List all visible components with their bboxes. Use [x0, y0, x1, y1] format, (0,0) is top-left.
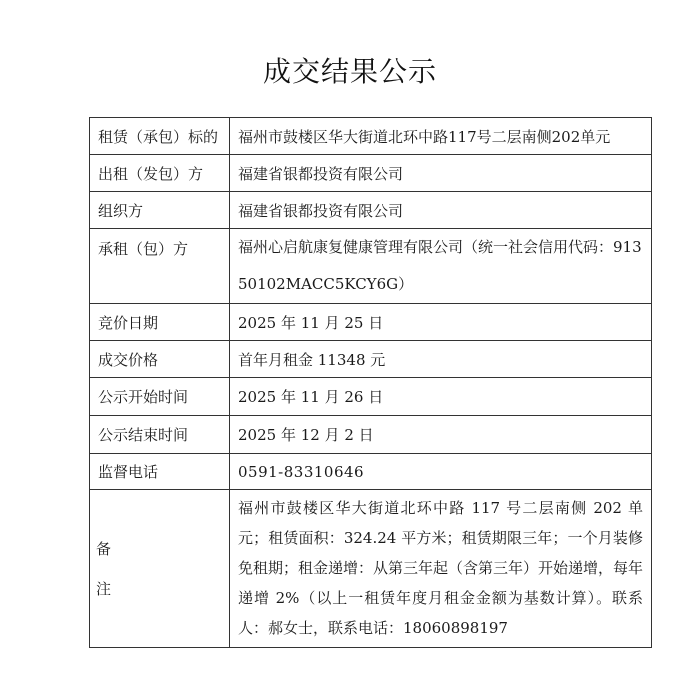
result-table — [89, 117, 652, 648]
table-row — [90, 490, 652, 648]
table-row — [90, 192, 652, 229]
label-bid-date: 竞价日期 — [90, 304, 230, 341]
label-hotline: 监督电话 — [90, 454, 230, 490]
table-row — [90, 229, 652, 304]
table-row — [90, 118, 652, 155]
note-label-char-2: 注 — [96, 579, 112, 598]
label-organizer: 组织方 — [90, 192, 230, 229]
value-publicity-end: 2025 年 12 月 2 日 — [230, 416, 652, 454]
value-lease-subject: 福州市鼓楼区华大街道北环中路117号二层南侧202单元 — [230, 118, 652, 155]
value-lessor: 福建省银都投资有限公司 — [230, 155, 652, 192]
table-row — [90, 155, 652, 192]
value-organizer: 福建省银都投资有限公司 — [230, 192, 652, 229]
table-row — [90, 416, 652, 454]
table-row — [90, 341, 652, 378]
table-row — [90, 378, 652, 416]
value-lessee: 福州心启航康复健康管理有限公司（统一社会信用代码：91350102MACC5KCY6G） — [230, 229, 652, 304]
label-lessor: 出租（发包）方 — [90, 155, 230, 192]
label-publicity-end: 公示结束时间 — [90, 416, 230, 454]
note-text: 福州市鼓楼区华大街道北环中路 117 号二层南侧 202 单元；租赁面积：324.24 平方米；租赁期限三年；一个月装修免租期；租金递增：从第三年起（含第三年）开始递增，每年递增 2%（以上一租赁年度月租金金额为基数计算）。联系人：郝女士，联系电话：18060898197 — [230, 490, 652, 648]
label-deal-price: 成交价格 — [90, 341, 230, 378]
value-deal-price: 首年月租金 11348 元 — [230, 341, 652, 378]
table-row — [90, 454, 652, 490]
value-hotline: 0591-83310646 — [230, 454, 652, 490]
value-bid-date: 2025 年 11 月 25 日 — [230, 304, 652, 341]
label-lease-subject: 租赁（承包）标的 — [90, 118, 230, 155]
table-row — [90, 304, 652, 341]
label-publicity-start: 公示开始时间 — [90, 378, 230, 416]
value-publicity-start: 2025 年 11 月 26 日 — [230, 378, 652, 416]
page-title: 成交结果公示 — [262, 55, 437, 88]
note-label-char-1: 备 — [96, 539, 112, 558]
label-lessee: 承租（包）方 — [90, 229, 230, 304]
note-label — [90, 490, 230, 648]
